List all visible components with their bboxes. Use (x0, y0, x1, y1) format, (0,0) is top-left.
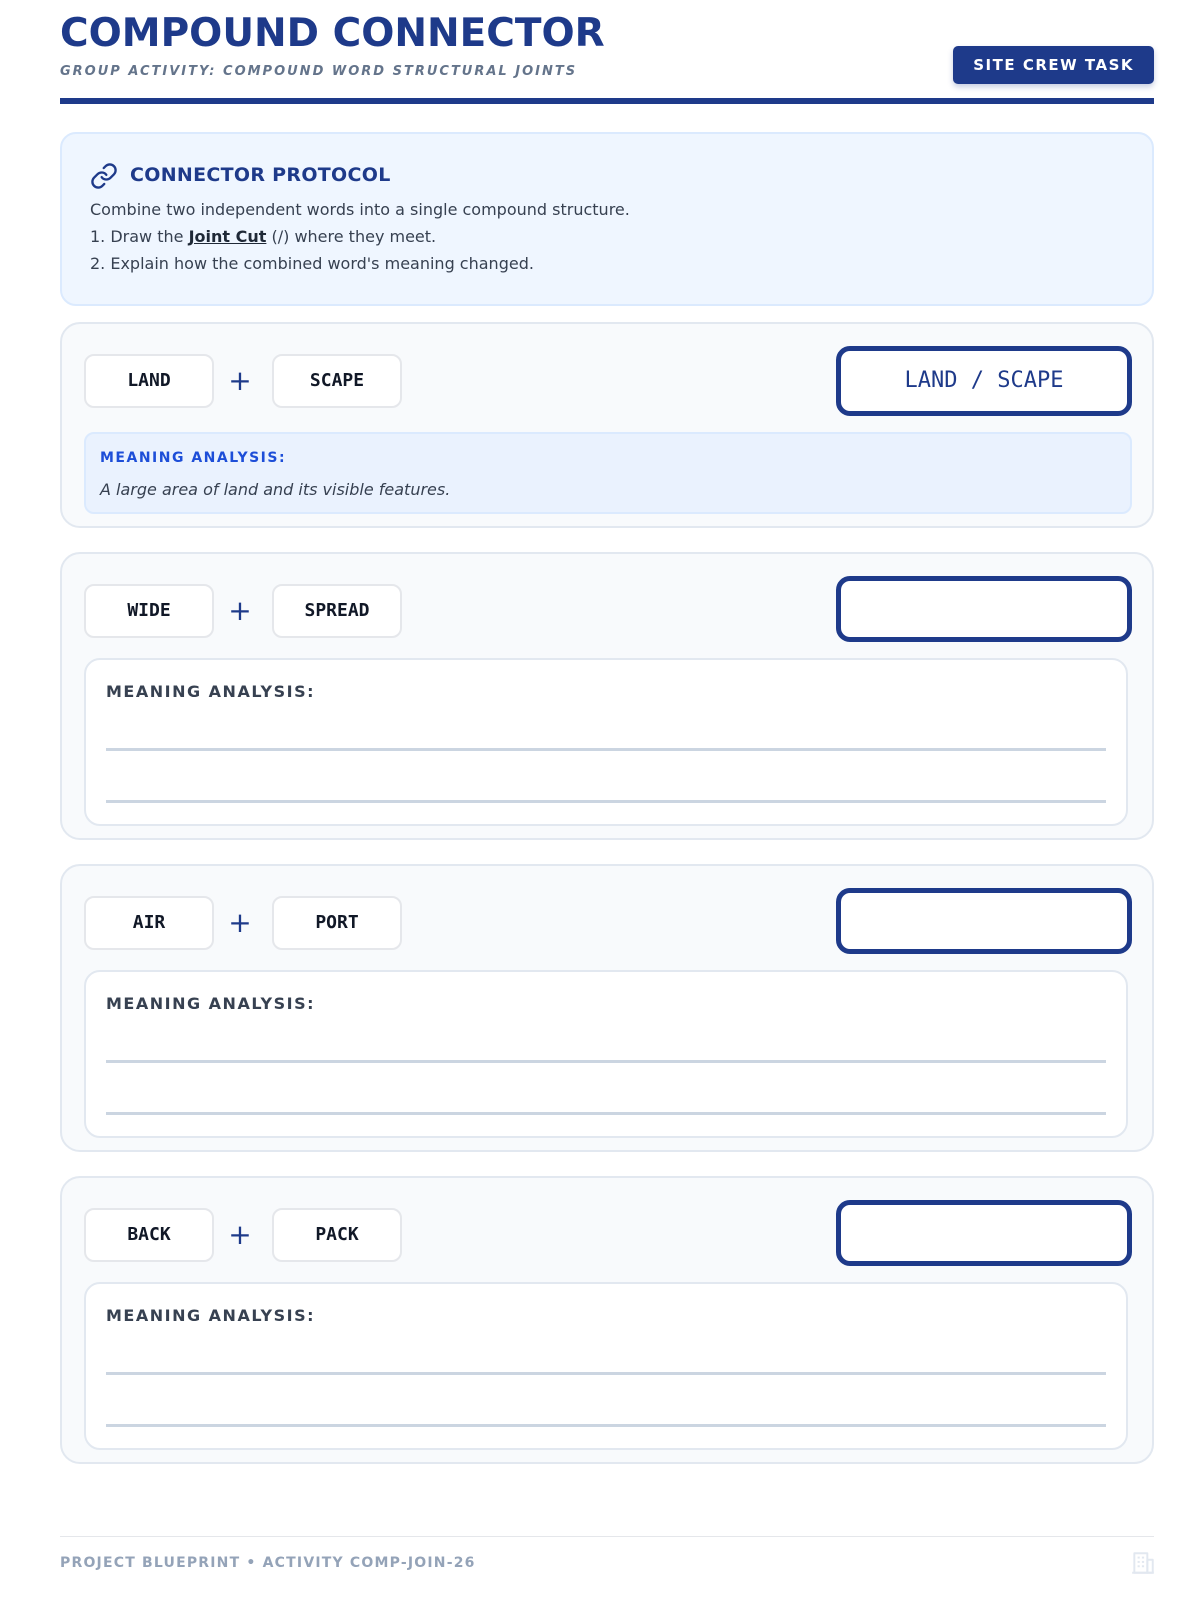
compound-answer-input[interactable] (836, 576, 1132, 642)
plus-icon: + (228, 364, 252, 397)
meaning-analysis-box[interactable] (84, 1282, 1128, 1450)
building-icon (1130, 1550, 1156, 1576)
word-chip-second: SPREAD (272, 584, 402, 638)
word-chip-first: WIDE (84, 584, 214, 638)
plus-icon: + (228, 906, 252, 939)
compound-answer-input[interactable] (836, 888, 1132, 954)
writing-line[interactable] (106, 1060, 1106, 1063)
compound-card (60, 552, 1154, 840)
protocol-step-2: 2. Explain how the combined word's meaning changed. (90, 254, 534, 273)
writing-line[interactable] (106, 748, 1106, 751)
footer-text: PROJECT BLUEPRINT • ACTIVITY COMP-JOIN-26 (60, 1555, 476, 1571)
protocol-step-1 (90, 227, 436, 246)
protocol-step-1-prefix: 1. Draw the (90, 227, 189, 246)
word-chip-second: PORT (272, 896, 402, 950)
word-chip-first: AIR (84, 896, 214, 950)
protocol-intro: Combine two independent words into a single compound structure. (90, 200, 630, 219)
word-chip-first: BACK (84, 1208, 214, 1262)
plus-icon: + (228, 594, 252, 627)
joint-cut-term: Joint Cut (188, 227, 267, 246)
plus-icon: + (228, 1218, 252, 1251)
writing-line[interactable] (106, 1424, 1106, 1427)
meaning-analysis-example (84, 432, 1132, 514)
meaning-analysis-box[interactable] (84, 970, 1128, 1138)
writing-line[interactable] (106, 1112, 1106, 1115)
meaning-analysis-text: A large area of land and its visible features. (100, 480, 451, 499)
page-subtitle: GROUP ACTIVITY: COMPOUND WORD STRUCTURAL JOINTS (60, 64, 578, 79)
protocol-step-1-suffix: (/) where they meet. (266, 227, 437, 246)
header-divider (60, 98, 1154, 104)
compound-card (60, 1176, 1154, 1464)
page-header (60, 10, 1154, 104)
meaning-analysis-label: MEANING ANALYSIS: (106, 994, 316, 1013)
writing-line[interactable] (106, 1372, 1106, 1375)
protocol-panel (60, 132, 1154, 306)
word-chip-second: SCAPE (272, 354, 402, 408)
meaning-analysis-label: MEANING ANALYSIS: (106, 682, 316, 701)
task-badge: SITE CREW TASK (953, 46, 1154, 84)
writing-line[interactable] (106, 800, 1106, 803)
protocol-title: CONNECTOR PROTOCOL (130, 164, 391, 186)
footer-divider (60, 1536, 1154, 1537)
link-icon (90, 162, 118, 190)
compound-answer-box: LAND / SCAPE (836, 346, 1132, 416)
word-chip-second: PACK (272, 1208, 402, 1262)
page-title: COMPOUND CONNECTOR (60, 11, 605, 56)
meaning-analysis-box[interactable] (84, 658, 1128, 826)
meaning-analysis-label: MEANING ANALYSIS: (100, 450, 287, 466)
compound-answer-input[interactable] (836, 1200, 1132, 1266)
meaning-analysis-label: MEANING ANALYSIS: (106, 1306, 316, 1325)
word-chip-first: LAND (84, 354, 214, 408)
compound-card (60, 864, 1154, 1152)
compound-card-example (60, 322, 1154, 528)
